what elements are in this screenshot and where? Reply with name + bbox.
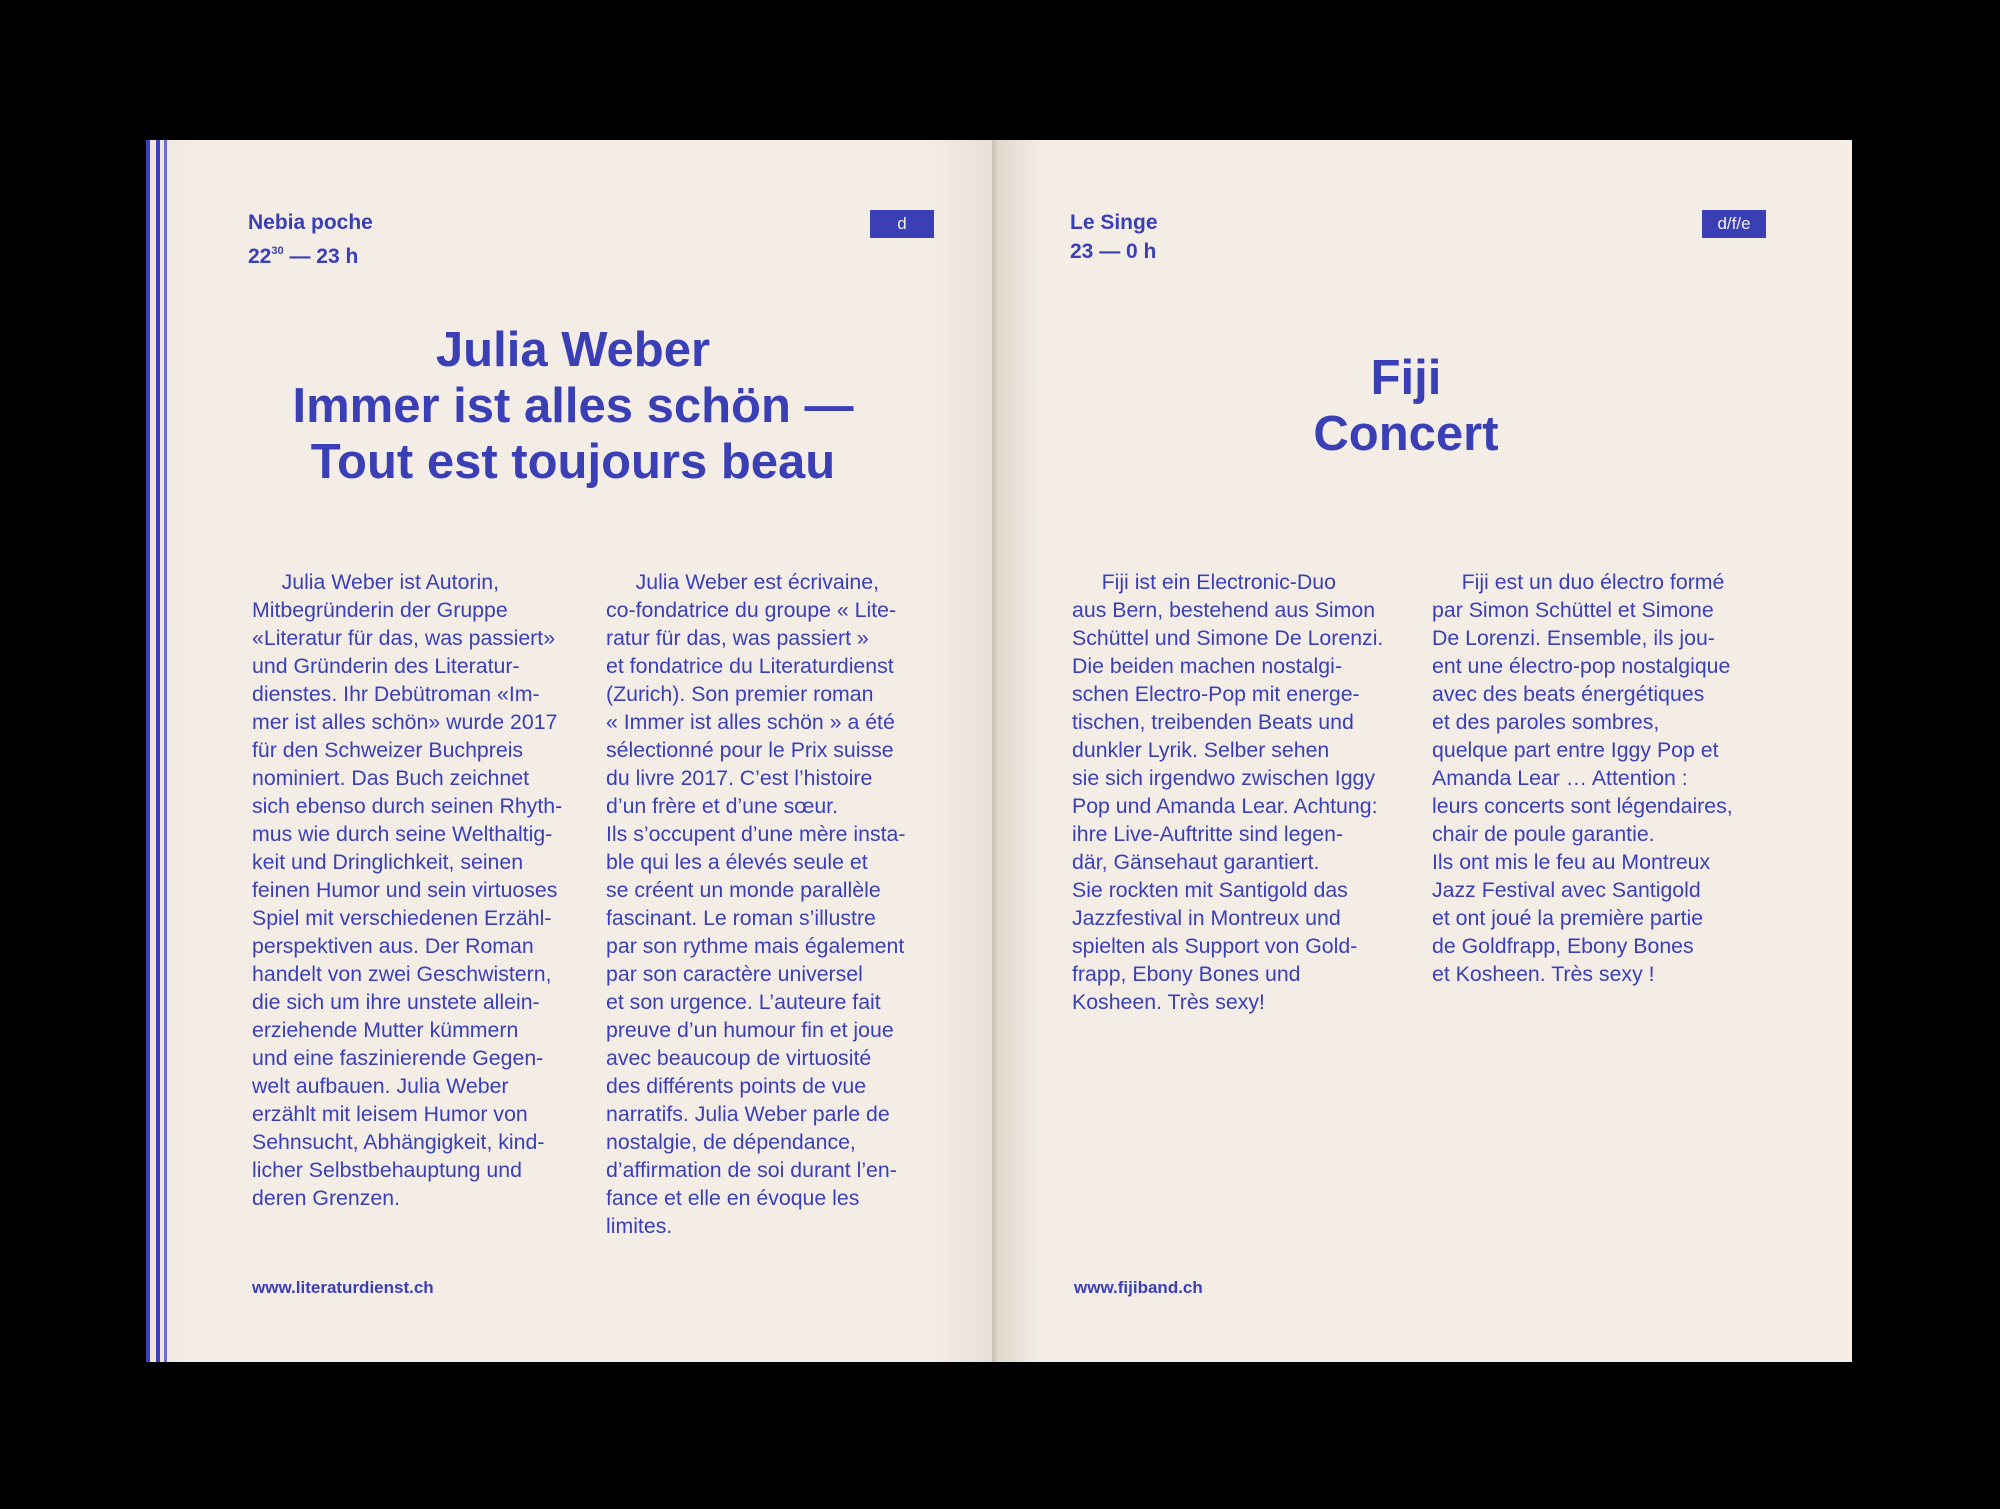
text-line: et fondatrice du Literaturdienst (606, 654, 894, 678)
text-line: dunkler Lyrik. Selber sehen (1072, 738, 1330, 762)
text-line: Fiji ist ein Electronic-Duo (1072, 570, 1336, 594)
text-line: et Kosheen. Très sexy ! (1432, 962, 1655, 986)
text-line: ble qui les a élevés seule et (606, 850, 868, 874)
text-line: Schüttel und Simone De Lorenzi. (1072, 626, 1384, 650)
text-line: et des paroles sombres, (1432, 710, 1660, 734)
text-line: tischen, treibenden Beats und (1072, 710, 1354, 734)
text-line: Jazz Festival avec Santigold (1432, 878, 1701, 902)
text-line: avec beaucoup de virtuosité (606, 1046, 872, 1070)
text-line: und Gründerin des Literatur- (252, 654, 520, 678)
text-line: Julia Weber ist Autorin, (252, 570, 499, 594)
title-line: Immer ist alles schön — (292, 379, 854, 433)
text-line: Die beiden machen nostalgi- (1072, 654, 1342, 678)
text-line: sie sich irgendwo zwischen Iggy (1072, 766, 1376, 790)
text-line: mus wie durch seine Welthaltig- (252, 822, 553, 846)
text-line: « Immer ist alles schön » a été (606, 710, 895, 734)
right-url[interactable]: www.fijiband.ch (1074, 1278, 1203, 1297)
text-line: preuve d’un humour fin et joue (606, 1018, 894, 1042)
text-line: frapp, Ebony Bones und (1072, 962, 1301, 986)
text-line: sich ebenso durch seinen Rhyth- (252, 794, 563, 818)
right-venue: Le Singe (1070, 211, 1158, 234)
text-line: Mitbegründerin der Gruppe (252, 598, 508, 622)
text-line: «Literatur für das, was passiert» (252, 626, 556, 650)
right-title (1000, 350, 1812, 462)
text-line: narratifs. Julia Weber parle de (606, 1102, 890, 1126)
title-line: Concert (1313, 407, 1499, 461)
text-line: und eine faszinierende Gegen- (252, 1046, 544, 1070)
text-line: nostalgie, de dépendance, (606, 1130, 856, 1154)
text-line: Ils ont mis le feu au Montreux (1432, 850, 1711, 874)
text-line: (Zurich). Son premier roman (606, 682, 874, 706)
left-event-info (248, 208, 373, 271)
text-line: De Lorenzi. Ensemble, ils jou- (1432, 626, 1715, 650)
text-line: keit und Dringlichkeit, seinen (252, 850, 524, 874)
text-line: chair de poule garantie. (1432, 822, 1655, 846)
text-line: du livre 2017. C’est l’histoire (606, 766, 873, 790)
title-line: Fiji (1370, 351, 1442, 405)
text-line: dienstes. Ihr Debütroman «Im- (252, 682, 540, 706)
text-line: Pop und Amanda Lear. Achtung: (1072, 794, 1378, 818)
title-line: Julia Weber (435, 323, 711, 377)
text-line: se créent un monde parallèle (606, 878, 881, 902)
text-line: deren Grenzen. (252, 1186, 400, 1210)
text-line: par Simon Schüttel et Simone (1432, 598, 1714, 622)
text-line: nominiert. Das Buch zeichnet (252, 766, 529, 790)
text-line: erziehende Mutter kümmern (252, 1018, 519, 1042)
left-venue: Nebia poche (248, 211, 373, 234)
text-line: des différents points de vue (606, 1074, 867, 1098)
title-line: Tout est toujours beau (310, 435, 836, 489)
text-line: licher Selbstbehauptung und (252, 1158, 522, 1182)
left-url[interactable]: www.literaturdienst.ch (252, 1278, 434, 1297)
text-line: schen Electro-Pop mit energe- (1072, 682, 1360, 706)
text-line: Spiel mit verschiedenen Erzähl- (252, 906, 552, 930)
text-line: die sich um ihre unstete allein- (252, 990, 540, 1014)
text-line: Sehnsucht, Abhängigkeit, kind- (252, 1130, 545, 1154)
text-line: perspektiven aus. Der Roman (252, 934, 534, 958)
right-french-text (1432, 568, 1733, 988)
text-line: erzählt mit leisem Humor von (252, 1102, 528, 1126)
left-time: $22^{30}$ — 23 h (248, 245, 359, 268)
text-line: welt aufbauen. Julia Weber (252, 1074, 509, 1098)
text-line: limites. (606, 1214, 673, 1238)
text-line: für den Schweizer Buchpreis (252, 738, 524, 762)
text-line: handelt von zwei Geschwistern, (252, 962, 552, 986)
left-french-text (606, 568, 906, 1240)
right-page (1000, 140, 1852, 1362)
text-line: aus Bern, bestehend aus Simon (1072, 598, 1376, 622)
text-line: d’un frère et d’une sœur. (606, 794, 839, 818)
text-line: par son rythme mais également (606, 934, 905, 958)
text-line: ihre Live-Auftritte sind legen- (1072, 822, 1344, 846)
text-line: Julia Weber est écrivaine, (606, 570, 880, 594)
text-line: fance et elle en évoque les (606, 1186, 860, 1210)
text-line: avec des beats énergétiques (1432, 682, 1705, 706)
right-event-info (1070, 208, 1158, 266)
text-line: quelque part entre Iggy Pop et (1432, 738, 1719, 762)
text-line: där, Gänsehaut garantiert. (1072, 850, 1320, 874)
right-time: 23 — 0 h (1070, 240, 1157, 263)
text-line: et ont joué la première partie (1432, 906, 1704, 930)
text-line: ratur für das, was passiert » (606, 626, 869, 650)
left-title (150, 322, 996, 490)
text-line: d’affirmation de soi durant l’en- (606, 1158, 897, 1182)
text-line: Sie rockten mit Santigold das (1072, 878, 1348, 902)
text-line: Kosheen. Très sexy! (1072, 990, 1265, 1014)
left-german-text (252, 568, 562, 1212)
left-page (146, 140, 996, 1362)
language-tag: d/f/e (1702, 210, 1766, 238)
text-line: de Goldfrapp, Ebony Bones (1432, 934, 1694, 958)
text-line: Amanda Lear … Attention : (1432, 766, 1688, 790)
text-line: sélectionné pour le Prix suisse (606, 738, 894, 762)
text-line: par son caractère universel (606, 962, 863, 986)
text-line: co-fondatrice du groupe « Lite- (606, 598, 897, 622)
text-line: et son urgence. L’auteure fait (606, 990, 881, 1014)
text-line: leurs concerts sont légendaires, (1432, 794, 1733, 818)
text-line: Fiji est un duo électro formé (1432, 570, 1725, 594)
text-line: feinen Humor und sein virtuoses (252, 878, 558, 902)
text-line: mer ist alles schön» wurde 2017 (252, 710, 558, 734)
text-line: fascinant. Le roman s’illustre (606, 906, 876, 930)
text-line: spielten als Support von Gold- (1072, 934, 1358, 958)
language-tag: d (870, 210, 934, 238)
right-german-text (1072, 568, 1383, 1016)
text-line: Jazzfestival in Montreux und (1072, 906, 1341, 930)
text-line: ent une électro-pop nostalgique (1432, 654, 1731, 678)
text-line: Ils s’occupent d’une mère insta- (606, 822, 906, 846)
